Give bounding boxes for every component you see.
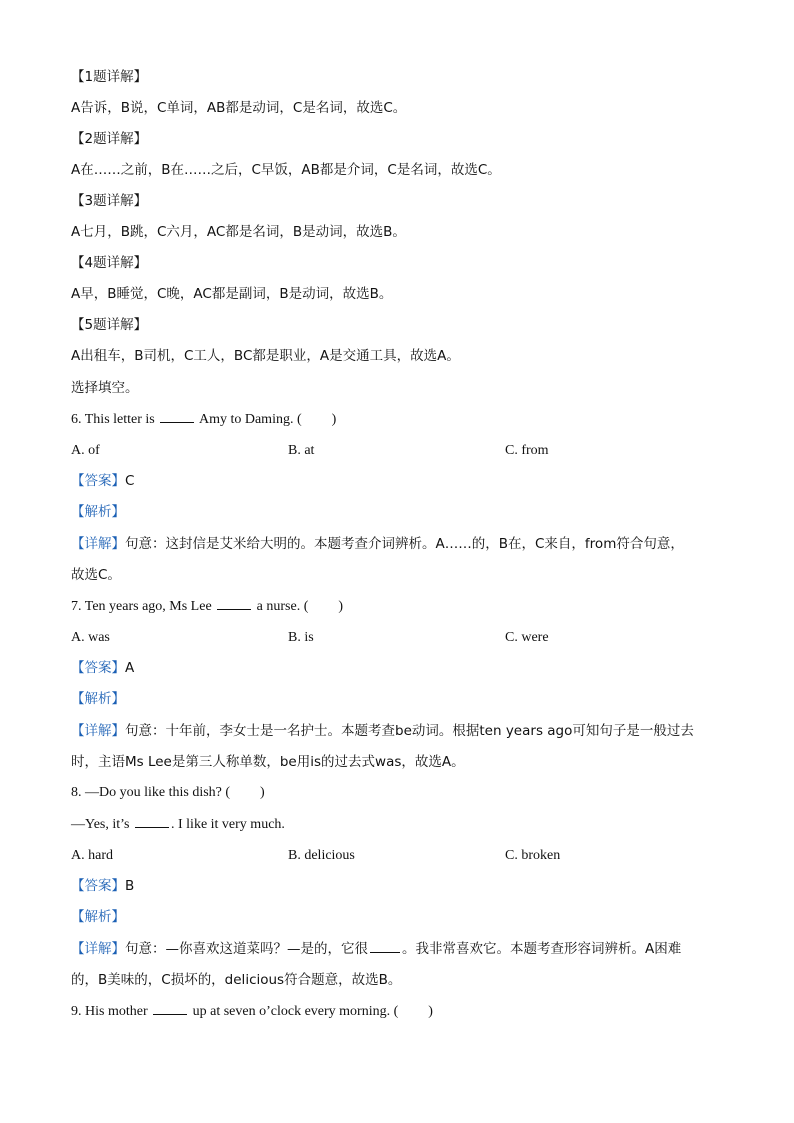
q6-detail-line-2: 故选C。 [71, 567, 121, 583]
q6-answer-value: C [125, 473, 135, 489]
q6-analysis [71, 503, 125, 521]
q4-heading: 【4题详解】 [71, 255, 148, 271]
q7-answer-value: A [125, 660, 135, 676]
q3-explanation: A七月，B跳，C六月，AC都是名词，B是动词，故选B。 [71, 224, 406, 240]
q7-answer-tag: 【答案】 [71, 660, 125, 676]
q8-detail-blank [370, 940, 400, 953]
q8-detail-line-1 [71, 940, 681, 958]
q8-detail-tag: 【详解】 [71, 941, 125, 957]
q1-heading: 【1题详解】 [71, 69, 148, 85]
q7-stem-start: 7. Ten years ago, Ms Lee [71, 599, 212, 614]
q7-detail-line-2: 时，主语Ms Lee是第三人称单数，be用is的过去式was，故选A。 [71, 754, 465, 770]
q8-analysis-tag: 【解析】 [71, 909, 125, 925]
q8-paren-close: ) [260, 785, 265, 800]
q6-stem-end: Amy to Daming. ( [198, 412, 302, 427]
q7-detail-line-1 [71, 722, 694, 740]
q8-detail-line-2: 的，B美味的，C损坏的，delicious符合题意，故选B。 [71, 972, 402, 988]
q5-explanation: A出租车，B司机，C工人，BC都是职业，A是交通工具，故选A。 [71, 348, 460, 364]
q7-blank [217, 597, 251, 610]
q7-stem [71, 597, 343, 616]
q6-option-a: A. of [71, 443, 100, 458]
q8-analysis [71, 908, 125, 926]
q6-blank [160, 410, 194, 423]
section-heading: 选择填空。 [71, 380, 139, 396]
q8-detail-text-1b: 。我非常喜欢它。本题考查形容词辨析。A困难 [402, 941, 682, 957]
q8-blank [135, 815, 169, 828]
q8-detail-text-1a: 句意：—你喜欢这道菜吗？—是的，它很 [125, 941, 368, 957]
q6-paren-close: ) [331, 412, 337, 427]
q6-detail-tag: 【详解】 [71, 536, 125, 552]
q8-answer-value: B [125, 878, 135, 894]
q6-answer-tag: 【答案】 [71, 473, 125, 489]
q8-stem-reply-end: . I like it very much. [171, 817, 285, 832]
q7-option-c: C. were [505, 630, 549, 645]
q1-explanation: A告诉，B说，C单词，AB都是动词，C是名词，故选C。 [71, 100, 407, 116]
q8-stem-line-2 [71, 815, 285, 834]
q7-analysis [71, 690, 125, 708]
q3-heading: 【3题详解】 [71, 193, 148, 209]
q8-stem-line-1 [71, 784, 265, 802]
q5-heading: 【5题详解】 [71, 317, 148, 333]
q9-paren-close: ) [428, 1004, 433, 1019]
q7-answer [71, 659, 134, 677]
q8-answer-tag: 【答案】 [71, 878, 125, 894]
q7-option-a: A. was [71, 630, 110, 645]
q6-option-c: C. from [505, 443, 549, 458]
q6-detail-line-1 [71, 535, 684, 553]
q2-heading: 【2题详解】 [71, 131, 148, 147]
q8-option-a: A. hard [71, 848, 113, 863]
q9-blank [153, 1002, 187, 1015]
q6-answer [71, 472, 134, 490]
q8-option-c: C. broken [505, 848, 561, 863]
q9-stem-end: up at seven o’clock every morning. ( [192, 1004, 399, 1019]
q8-answer [71, 877, 134, 895]
q9-stem [71, 1002, 433, 1021]
q9-stem-start: 9. His mother [71, 1004, 148, 1019]
q8-stem-question: 8. —Do you like this dish? ( [71, 785, 231, 800]
q7-stem-end: a nurse. ( [256, 599, 309, 614]
q6-stem [71, 410, 336, 429]
q8-option-b: B. delicious [288, 848, 355, 863]
q2-explanation: A在……之前，B在……之后，C早饭，AB都是介词，C是名词，故选C。 [71, 162, 501, 178]
q6-option-b: B. at [288, 443, 315, 458]
q8-stem-reply-start: —Yes, it’s [71, 817, 130, 832]
q6-analysis-tag: 【解析】 [71, 504, 125, 520]
q7-paren-close: ) [338, 599, 344, 614]
q7-detail-text-1: 句意：十年前，李女士是一名护士。本题考查be动词。根据ten years ago可知句子是一般过去 [125, 723, 694, 739]
q6-stem-start: 6. This letter is [71, 412, 155, 427]
q6-detail-text-1: 句意：这封信是艾米给大明的。本题考查介词辨析。A……的，B在，C来自，from符合句意， [125, 536, 684, 552]
q7-detail-tag: 【详解】 [71, 723, 125, 739]
q7-option-b: B. is [288, 630, 314, 645]
q4-explanation: A早，B睡觉，C晚，AC都是副词，B是动词，故选B。 [71, 286, 393, 302]
q7-analysis-tag: 【解析】 [71, 691, 125, 707]
